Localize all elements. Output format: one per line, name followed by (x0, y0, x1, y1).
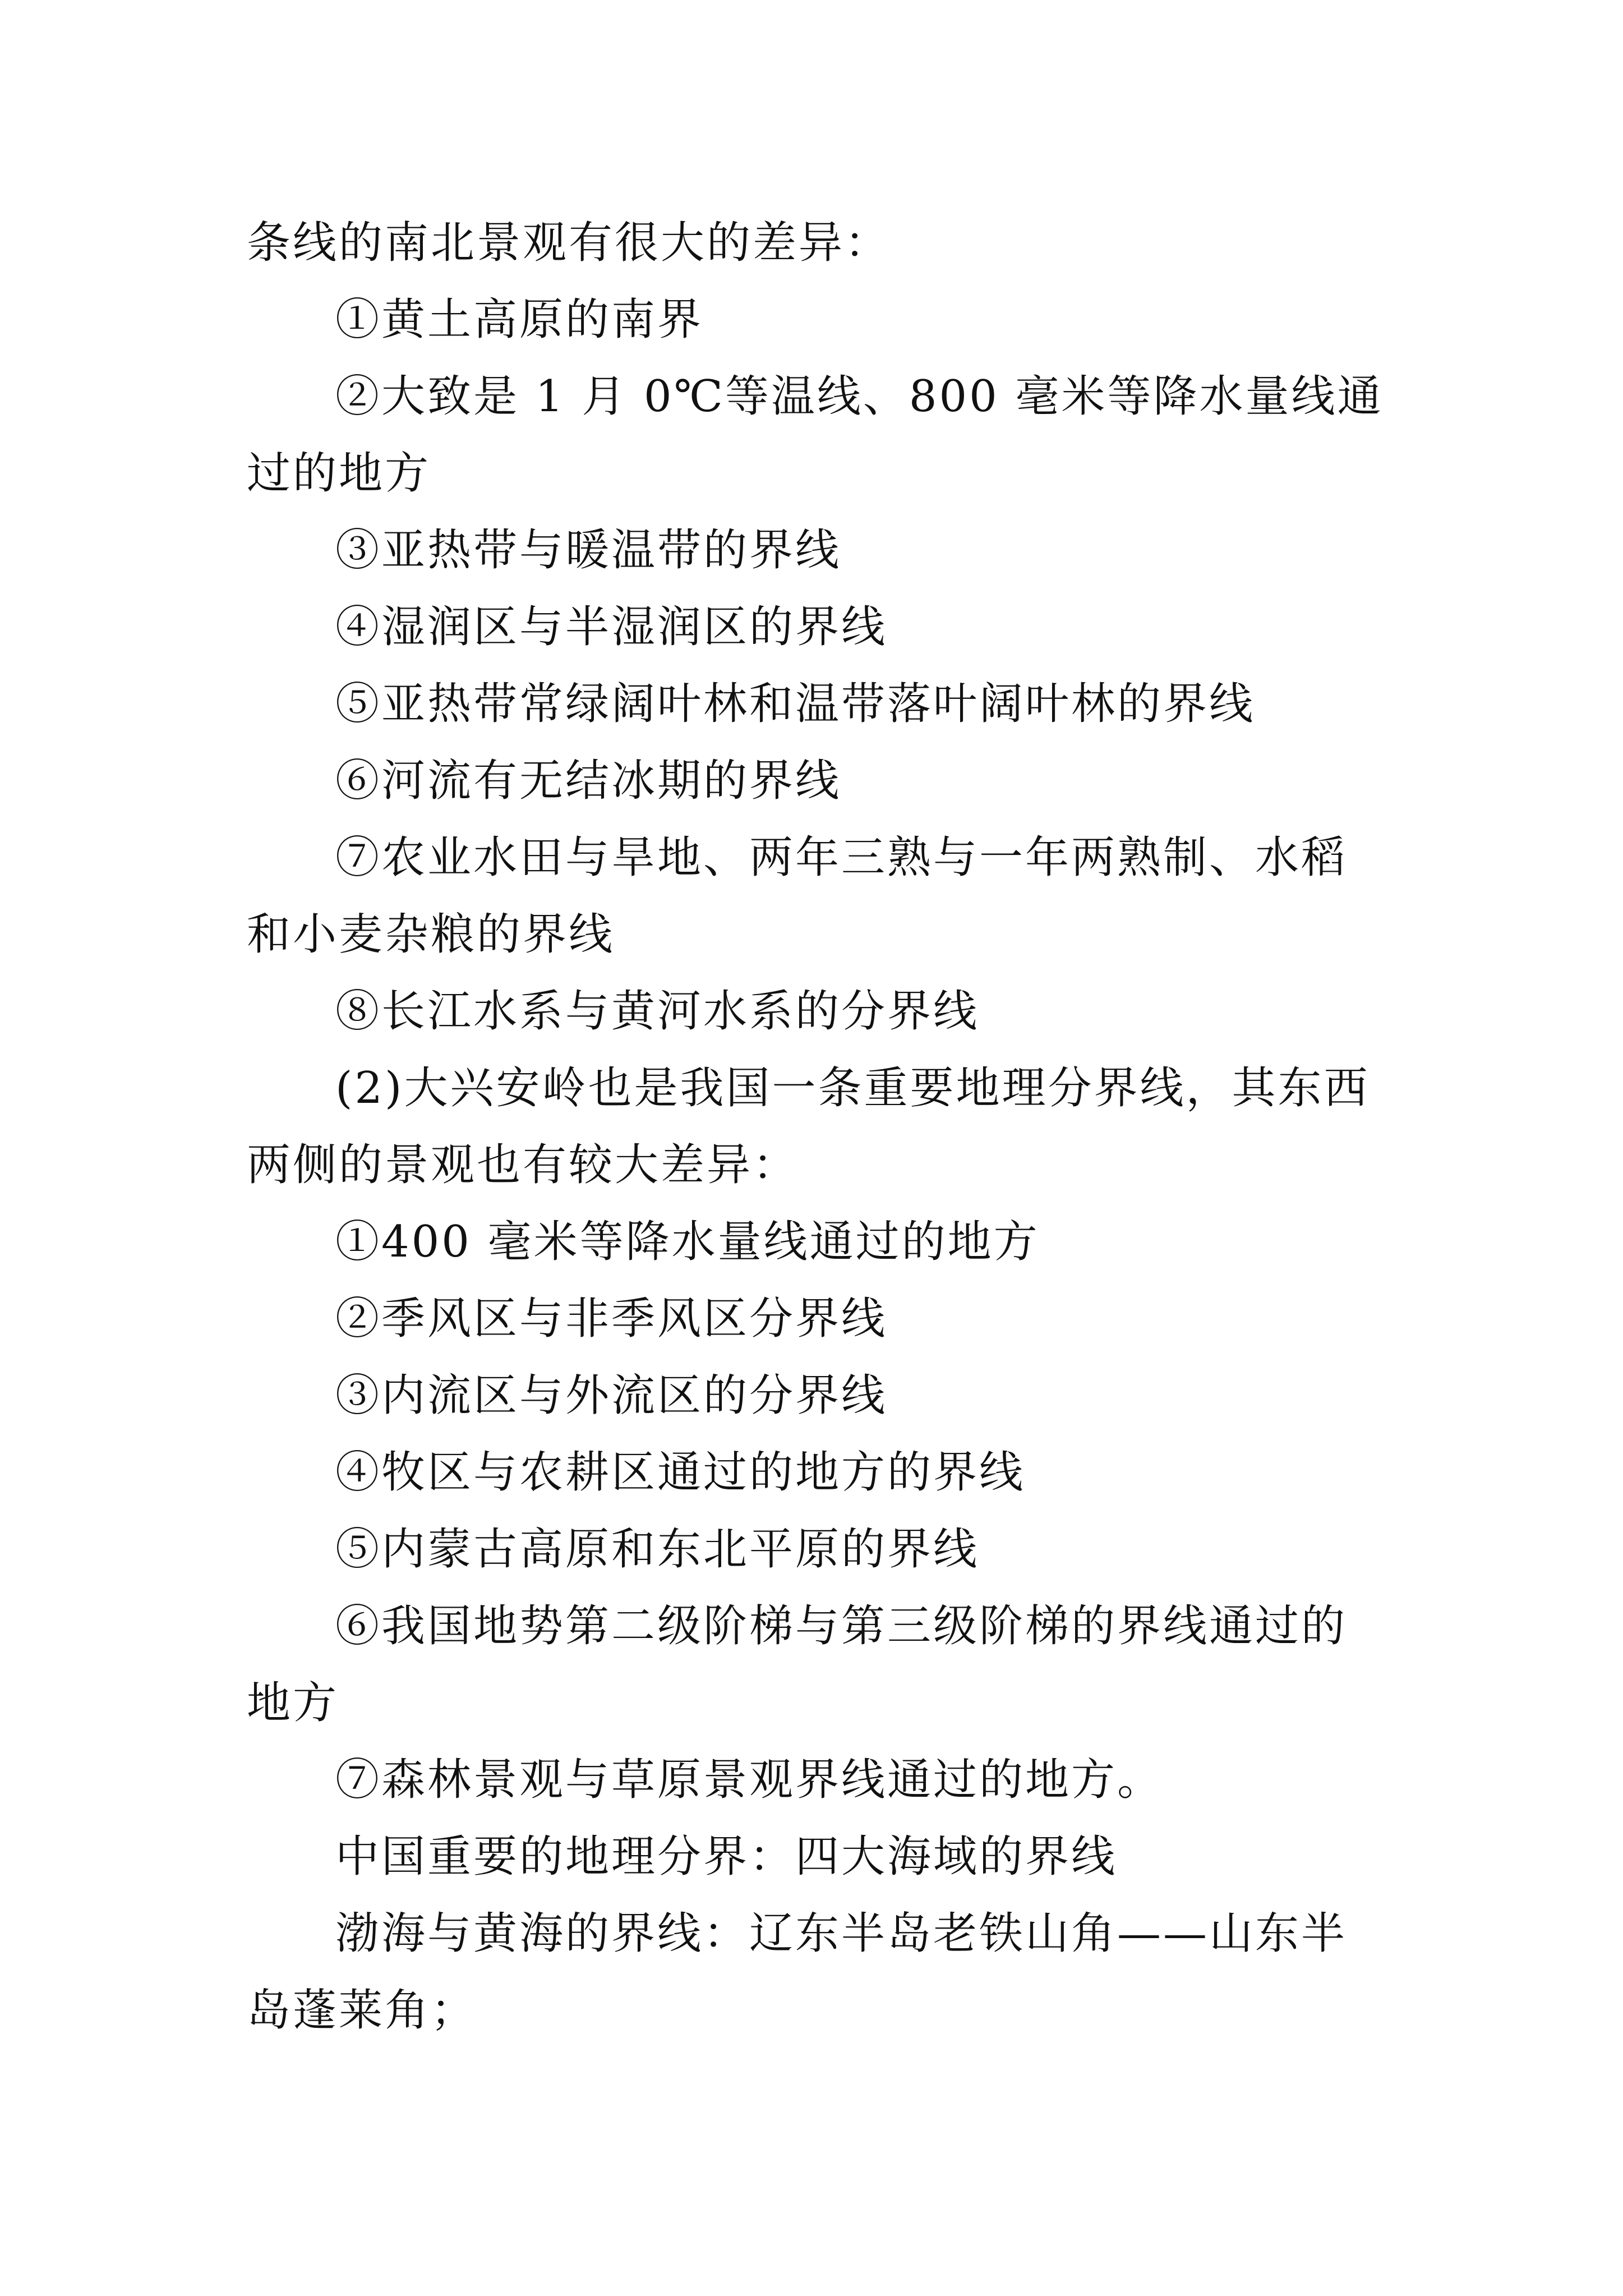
paragraph-item: ③内流区与外流区的分界线 (335, 1370, 888, 1421)
paragraph-item: ①黄土高原的南界 (335, 295, 704, 345)
paragraph-item: ②季风区与非季风区分界线 (335, 1294, 888, 1344)
paragraph-heading: 中国重要的地理分界：四大海域的界线 (335, 1832, 1118, 1882)
paragraph-item: ②大致是 1 月 0℃等温线、800 毫米等降水量线通过的地方 (247, 371, 1384, 499)
paragraph-item: ⑧长江水系与黄河水系的分界线 (335, 986, 980, 1037)
paragraph-item: ⑦农业水田与旱地、两年三熟与一年两熟制、水稻和小麦杂粮的界线 (247, 832, 1348, 960)
paragraph-item: ④牧区与农耕区通过的地方的界线 (335, 1447, 1026, 1498)
paragraph-body: 渤海与黄海的界线：辽东半岛老铁山角——山东半岛蓬莱角； (247, 1908, 1348, 2036)
paragraph-item: ⑦森林景观与草原景观界线通过的地方。 (335, 1755, 1164, 1805)
paragraph-item: ①400 毫米等降水量线通过的地方 (335, 1217, 1040, 1267)
paragraph-item: ④湿润区与半湿润区的界线 (335, 602, 888, 652)
paragraph-item: ⑤亚热带常绿阔叶林和温带落叶阔叶林的界线 (335, 679, 1256, 729)
paragraph-item: ⑤内蒙古高原和东北平原的界线 (335, 1524, 980, 1575)
paragraph-section: (2)大兴安岭也是我国一条重要地理分界线，其东西两侧的景观也有较大差异： (247, 1063, 1370, 1190)
document-body (247, 205, 1391, 2049)
paragraph-continuation: 条线的南北景观有很大的差异： (247, 218, 891, 268)
paragraph-item: ③亚热带与暖温带的界线 (335, 525, 842, 576)
paragraph-item: ⑥河流有无结冰期的界线 (335, 756, 842, 806)
paragraph-item: ⑥我国地势第二级阶梯与第三级阶梯的界线通过的地方 (247, 1601, 1348, 1728)
